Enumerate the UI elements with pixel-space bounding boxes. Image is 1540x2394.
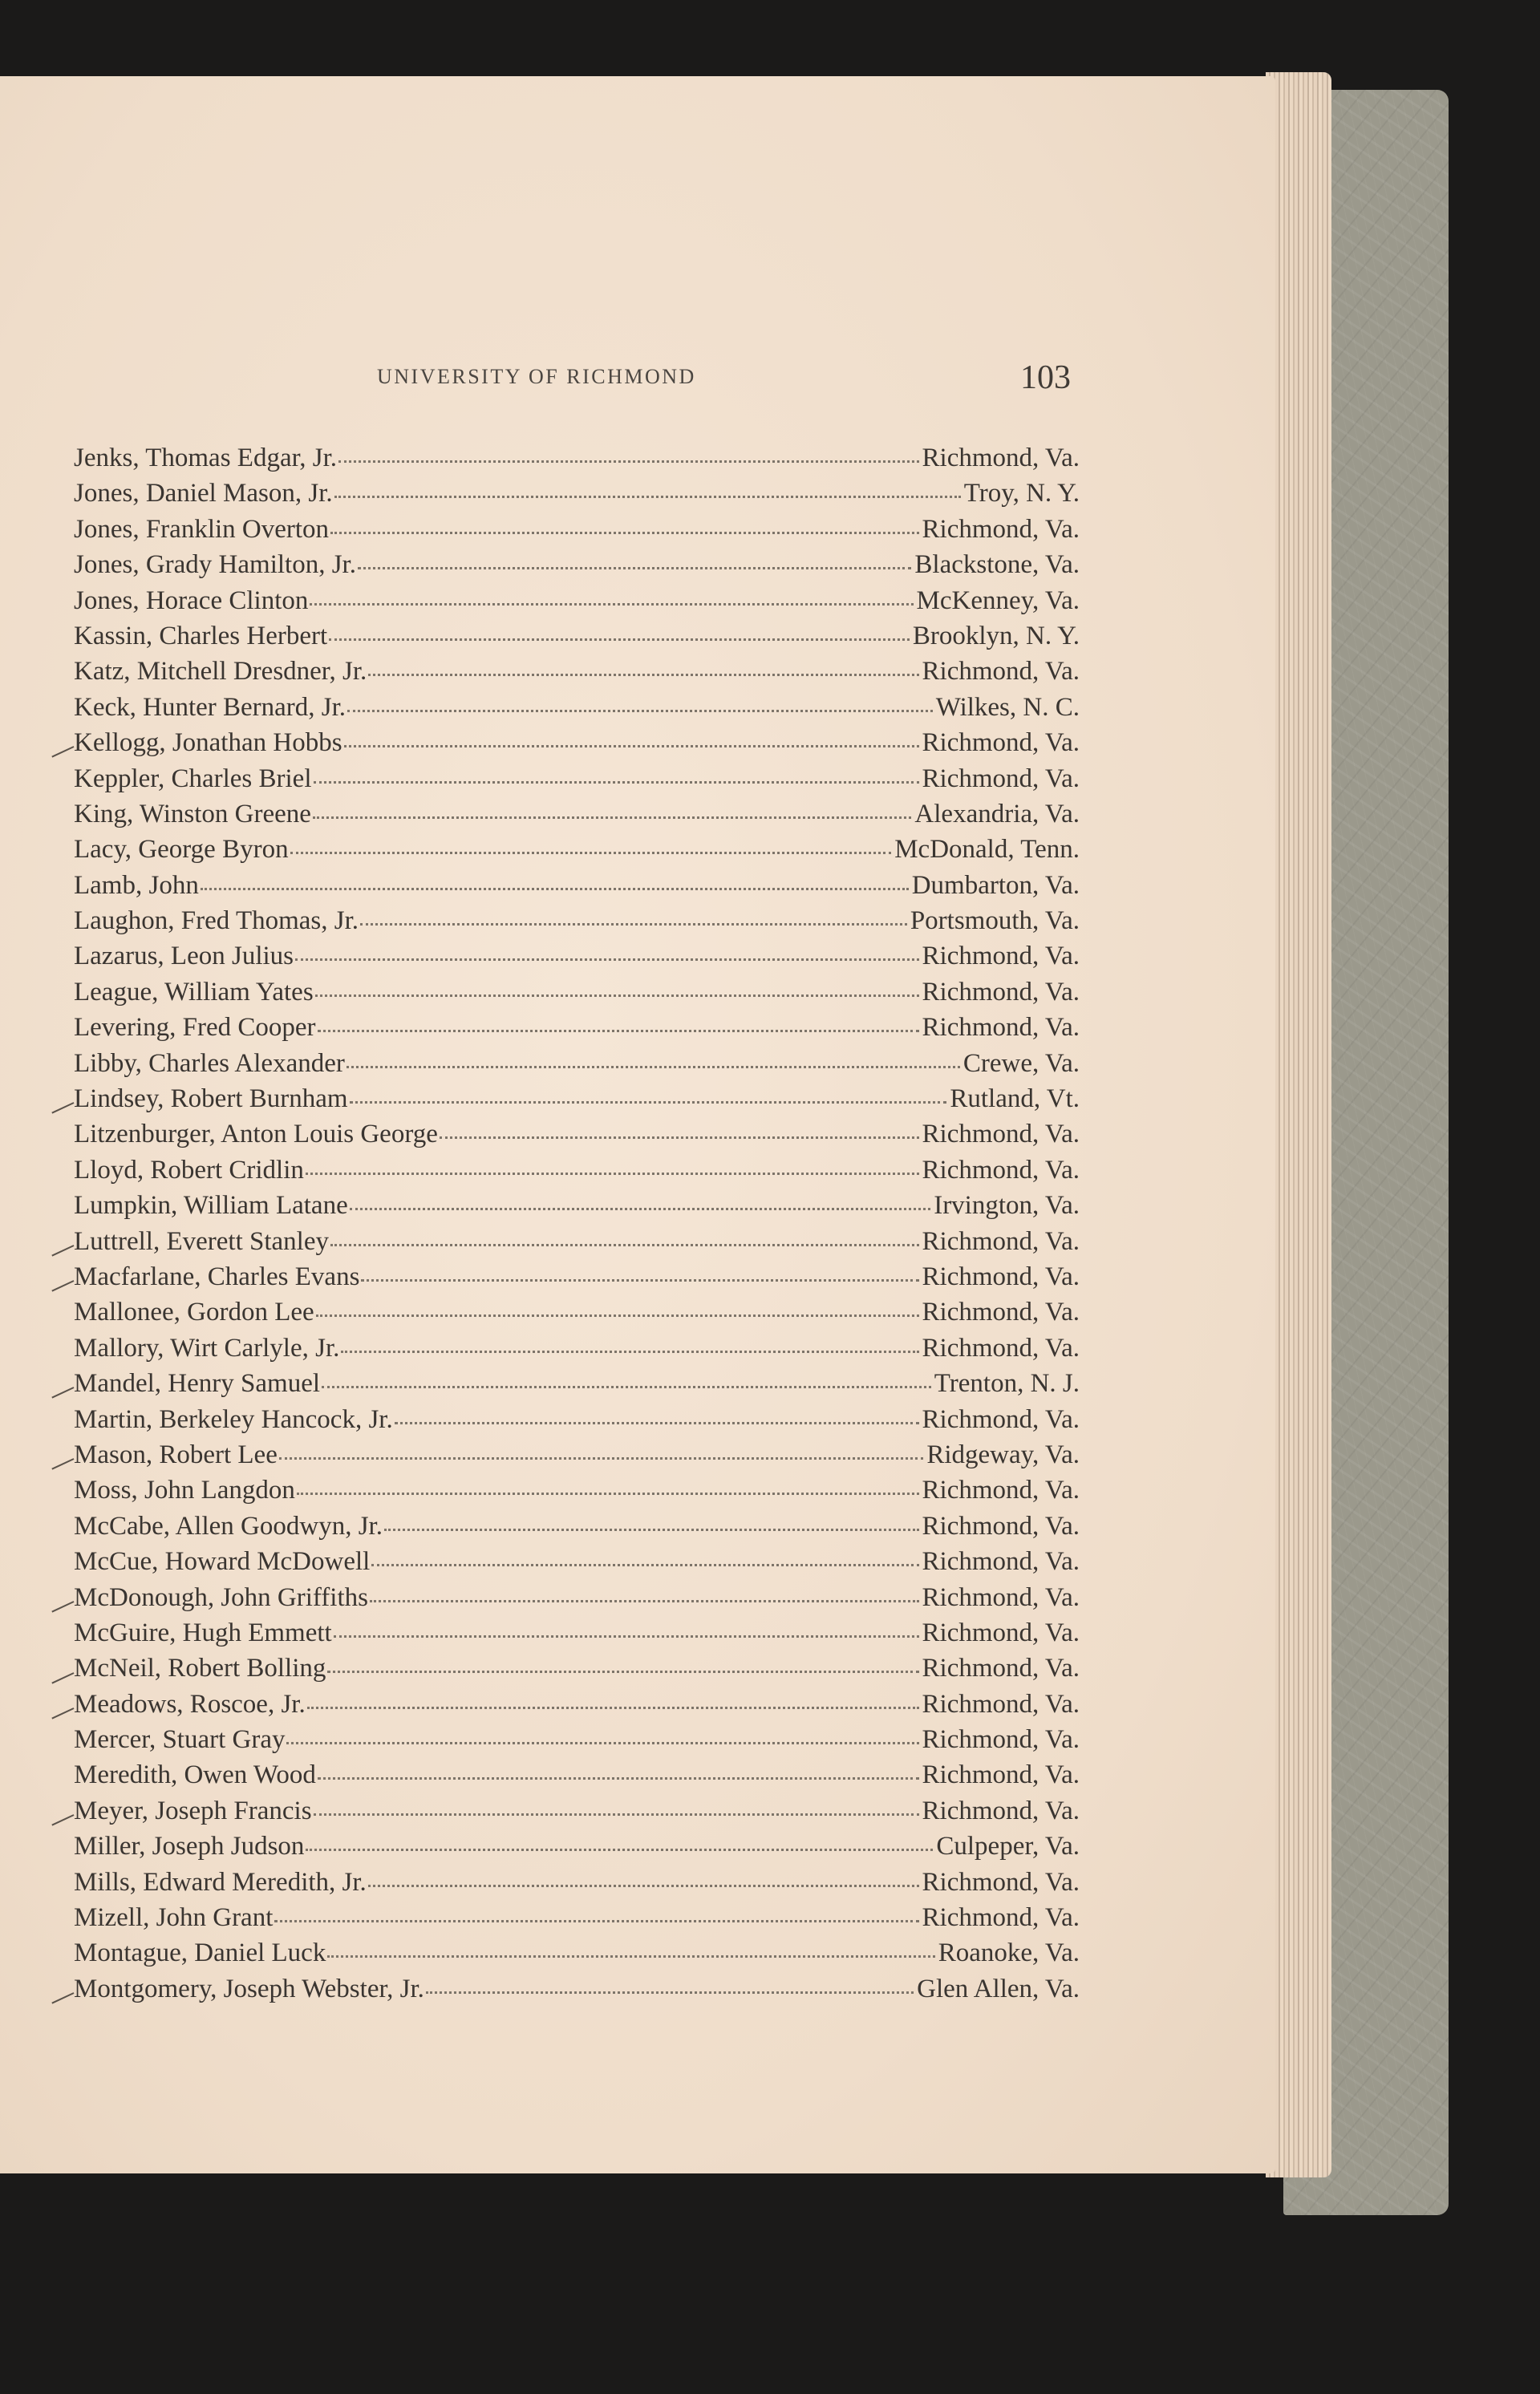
student-name: Lacy, George Byron <box>74 835 289 865</box>
hometown: Wilkes, N. C. <box>935 692 1080 722</box>
hometown: Richmond, Va. <box>922 1582 1080 1612</box>
roster-entry <box>74 1120 1080 1155</box>
dot-leader <box>426 1991 914 1994</box>
dot-leader <box>329 638 910 641</box>
hometown: Richmond, Va. <box>922 1725 1080 1755</box>
roster-entry <box>74 1405 1080 1440</box>
roster-entry <box>74 728 1080 764</box>
student-name: McCabe, Allen Goodwyn, Jr. <box>74 1511 383 1541</box>
dot-leader <box>318 1030 919 1032</box>
roster-entry <box>74 1013 1080 1048</box>
dot-leader <box>350 1101 947 1104</box>
student-name: Mallonee, Gordon Lee <box>74 1298 314 1327</box>
hometown: Richmond, Va. <box>922 1867 1080 1897</box>
roster-entry <box>74 1903 1080 1938</box>
roster-list <box>74 444 1080 2010</box>
dot-leader <box>344 745 919 747</box>
dot-leader <box>306 1849 933 1851</box>
roster-entry <box>74 835 1080 870</box>
hometown: Richmond, Va. <box>922 1654 1080 1683</box>
roster-entry <box>74 1868 1080 1903</box>
hometown: Richmond, Va. <box>922 1903 1080 1933</box>
roster-entry <box>74 978 1080 1013</box>
hometown: Irvington, Va. <box>934 1191 1080 1221</box>
dot-leader <box>334 496 961 498</box>
roster-entry <box>74 1334 1080 1369</box>
hometown: Richmond, Va. <box>922 1476 1080 1505</box>
dot-leader <box>347 710 933 712</box>
roster-entry <box>74 1156 1080 1191</box>
roster-entry <box>74 444 1080 479</box>
student-name: King, Winston Greene <box>74 799 311 828</box>
roster-entry <box>74 1440 1080 1476</box>
roster-entry <box>74 1975 1080 2010</box>
hometown: Richmond, Va. <box>922 764 1080 793</box>
student-name: Lloyd, Robert Cridlin <box>74 1155 304 1185</box>
dot-leader <box>327 1955 934 1958</box>
roster-entry <box>74 657 1080 692</box>
dot-leader <box>370 1600 919 1602</box>
dot-leader <box>314 781 919 784</box>
hometown: Richmond, Va. <box>922 1760 1080 1790</box>
roster-entry <box>74 1725 1080 1760</box>
dot-leader <box>350 1208 930 1210</box>
student-name: Litzenburger, Anton Louis George <box>74 1120 438 1149</box>
student-name: Montgomery, Joseph Webster, Jr. <box>74 1974 424 2003</box>
hometown: Culpeper, Va. <box>936 1832 1080 1861</box>
dot-leader <box>338 460 918 463</box>
dot-leader <box>330 532 918 534</box>
dot-leader <box>306 1173 919 1175</box>
dot-leader <box>315 994 919 997</box>
pencil-check-mark <box>51 1814 74 1825</box>
student-name: League, William Yates <box>74 977 314 1007</box>
hometown: Richmond, Va. <box>922 1155 1080 1185</box>
dot-leader <box>368 1885 919 1887</box>
student-name: Mason, Robert Lee <box>74 1440 278 1469</box>
page-edge-stack <box>1266 72 1331 2177</box>
roster-entry <box>74 622 1080 657</box>
student-name: Kassin, Charles Herbert <box>74 621 328 650</box>
hometown: Richmond, Va. <box>922 728 1080 758</box>
student-name: Laughon, Fred Thomas, Jr. <box>74 906 359 936</box>
hometown: Richmond, Va. <box>922 1298 1080 1327</box>
student-name: Jenks, Thomas Edgar, Jr. <box>74 444 338 472</box>
roster-entry <box>74 1049 1080 1084</box>
student-name: Moss, John Langdon <box>74 1476 295 1505</box>
dot-leader <box>384 1529 919 1531</box>
hometown: Glen Allen, Va. <box>917 1974 1080 2003</box>
dot-leader <box>307 1707 919 1709</box>
student-name: Lindsey, Robert Burnham <box>74 1084 348 1114</box>
pencil-check-mark <box>51 746 74 757</box>
pencil-check-mark <box>51 1245 74 1256</box>
roster-entry <box>74 1512 1080 1547</box>
roster-entry <box>74 1832 1080 1867</box>
roster-entry <box>74 1618 1080 1654</box>
roster-entry <box>74 1298 1080 1333</box>
hometown: Alexandria, Va. <box>914 799 1080 828</box>
student-name: Jones, Daniel Mason, Jr. <box>74 479 333 508</box>
student-name: McNeil, Robert Bolling <box>74 1654 326 1683</box>
roster-entry <box>74 586 1080 622</box>
hometown: Richmond, Va. <box>922 657 1080 687</box>
dot-leader <box>346 1066 960 1068</box>
hometown: Richmond, Va. <box>922 1226 1080 1256</box>
student-name: Levering, Fred Cooper <box>74 1013 316 1043</box>
hometown: Richmond, Va. <box>922 444 1080 472</box>
roster-entry <box>74 550 1080 585</box>
student-name: Jones, Franklin Overton <box>74 514 330 544</box>
hometown: Richmond, Va. <box>922 1262 1080 1291</box>
pencil-check-mark <box>51 1102 74 1113</box>
pencil-check-mark <box>51 1280 74 1291</box>
hometown: Dumbarton, Va. <box>911 870 1080 900</box>
student-name: Keppler, Charles Briel <box>74 764 312 793</box>
dot-leader <box>274 1920 918 1922</box>
student-name: Jones, Grady Hamilton, Jr. <box>74 550 356 580</box>
student-name: Miller, Joseph Judson <box>74 1832 305 1861</box>
roster-entry <box>74 1938 1080 1974</box>
hometown: Richmond, Va. <box>922 1547 1080 1577</box>
book-page <box>0 76 1275 2173</box>
hometown: Roanoke, Va. <box>938 1938 1080 1968</box>
page-number: 103 <box>1020 359 1071 396</box>
student-name: Lazarus, Leon Julius <box>74 942 294 971</box>
student-name: Martin, Berkeley Hancock, Jr. <box>74 1404 393 1434</box>
hometown: Brooklyn, N. Y. <box>912 621 1080 650</box>
dot-leader <box>295 958 919 961</box>
dot-leader <box>440 1136 919 1139</box>
pencil-check-mark <box>51 1458 74 1469</box>
roster-entry <box>74 515 1080 550</box>
pencil-check-mark <box>51 1672 74 1683</box>
dot-leader <box>361 1279 918 1282</box>
hometown: Richmond, Va. <box>922 1511 1080 1541</box>
student-name: Mallory, Wirt Carlyle, Jr. <box>74 1333 340 1363</box>
student-name: McDonough, John Griffiths <box>74 1582 368 1612</box>
roster-entry <box>74 1369 1080 1404</box>
roster-entry <box>74 1547 1080 1582</box>
pencil-check-mark <box>51 1601 74 1612</box>
roster-entry <box>74 800 1080 835</box>
roster-entry <box>74 1797 1080 1832</box>
student-name: Kellogg, Jonathan Hobbs <box>74 728 342 758</box>
student-name: Meredith, Owen Wood <box>74 1760 316 1790</box>
student-name: Libby, Charles Alexander <box>74 1048 345 1078</box>
student-name: Meadows, Roscoe, Jr. <box>74 1689 306 1719</box>
hometown: Trenton, N. J. <box>934 1369 1080 1399</box>
dot-leader <box>318 1777 919 1780</box>
dot-leader <box>201 888 909 890</box>
hometown: Blackstone, Va. <box>914 550 1080 580</box>
hometown: Troy, N. Y. <box>963 479 1080 508</box>
dot-leader <box>330 1244 919 1246</box>
hometown: Richmond, Va. <box>922 1796 1080 1825</box>
student-name: Lumpkin, William Latane <box>74 1191 348 1221</box>
dot-leader <box>279 1457 924 1460</box>
pencil-check-mark <box>51 1992 74 2003</box>
running-title: UNIVERSITY OF RICHMOND <box>377 365 696 388</box>
hometown: McDonald, Tenn. <box>894 835 1080 865</box>
roster-entry <box>74 1690 1080 1725</box>
student-name: Macfarlane, Charles Evans <box>74 1262 360 1291</box>
hometown: Richmond, Va. <box>922 1404 1080 1434</box>
roster-entry <box>74 1476 1080 1511</box>
roster-entry <box>74 479 1080 514</box>
hometown: Rutland, Vt. <box>950 1084 1080 1114</box>
hometown: Richmond, Va. <box>922 1618 1080 1647</box>
roster-entry <box>74 1654 1080 1689</box>
student-name: Mercer, Stuart Gray <box>74 1725 286 1755</box>
dot-leader <box>395 1422 919 1424</box>
student-name: Lamb, John <box>74 870 199 900</box>
hometown: Richmond, Va. <box>922 1333 1080 1363</box>
hometown: Richmond, Va. <box>922 977 1080 1007</box>
dot-leader <box>327 1671 918 1673</box>
roster-entry <box>74 1084 1080 1120</box>
dot-leader <box>368 674 918 676</box>
hometown: Richmond, Va. <box>922 514 1080 544</box>
student-name: McGuire, Hugh Emmett <box>74 1618 332 1647</box>
student-name: Jones, Horace Clinton <box>74 585 309 615</box>
student-name: Mizell, John Grant <box>74 1903 274 1933</box>
roster-entry <box>74 906 1080 942</box>
student-name: Mandel, Henry Samuel <box>74 1369 321 1399</box>
hometown: Richmond, Va. <box>922 1013 1080 1043</box>
pencil-check-mark <box>51 1707 74 1719</box>
dot-leader <box>290 852 892 854</box>
pencil-check-mark <box>51 1387 74 1398</box>
dot-leader <box>360 923 907 926</box>
roster-entry <box>74 764 1080 800</box>
hometown: Richmond, Va. <box>922 1120 1080 1149</box>
dot-leader <box>316 1314 919 1317</box>
dot-leader <box>358 567 911 569</box>
hometown: Crewe, Va. <box>962 1048 1080 1078</box>
roster-entry <box>74 1227 1080 1262</box>
dot-leader <box>334 1635 919 1638</box>
hometown: Richmond, Va. <box>922 942 1080 971</box>
hometown: Ridgeway, Va. <box>926 1440 1080 1469</box>
hometown: Richmond, Va. <box>922 1689 1080 1719</box>
roster-entry <box>74 1191 1080 1226</box>
dot-leader <box>314 1813 919 1816</box>
student-name: Katz, Mitchell Dresdner, Jr. <box>74 657 367 687</box>
student-name: Mills, Edward Meredith, Jr. <box>74 1867 367 1897</box>
roster-entry <box>74 1760 1080 1796</box>
roster-entry <box>74 1583 1080 1618</box>
roster-entry <box>74 871 1080 906</box>
student-name: Luttrell, Everett Stanley <box>74 1226 329 1256</box>
student-name: Meyer, Joseph Francis <box>74 1796 312 1825</box>
roster-entry <box>74 693 1080 728</box>
roster-entry <box>74 942 1080 977</box>
student-name: Keck, Hunter Bernard, Jr. <box>74 692 346 722</box>
student-name: Montague, Daniel Luck <box>74 1938 326 1968</box>
hometown: Portsmouth, Va. <box>910 906 1080 936</box>
dot-leader <box>322 1386 931 1388</box>
dot-leader <box>286 1742 918 1744</box>
dot-leader <box>341 1351 918 1353</box>
hometown: McKenney, Va. <box>916 585 1080 615</box>
dot-leader <box>313 816 912 819</box>
dot-leader <box>371 1564 918 1566</box>
student-name: McCue, Howard McDowell <box>74 1547 371 1577</box>
dot-leader <box>310 603 913 606</box>
dot-leader <box>297 1493 919 1495</box>
roster-entry <box>74 1262 1080 1298</box>
